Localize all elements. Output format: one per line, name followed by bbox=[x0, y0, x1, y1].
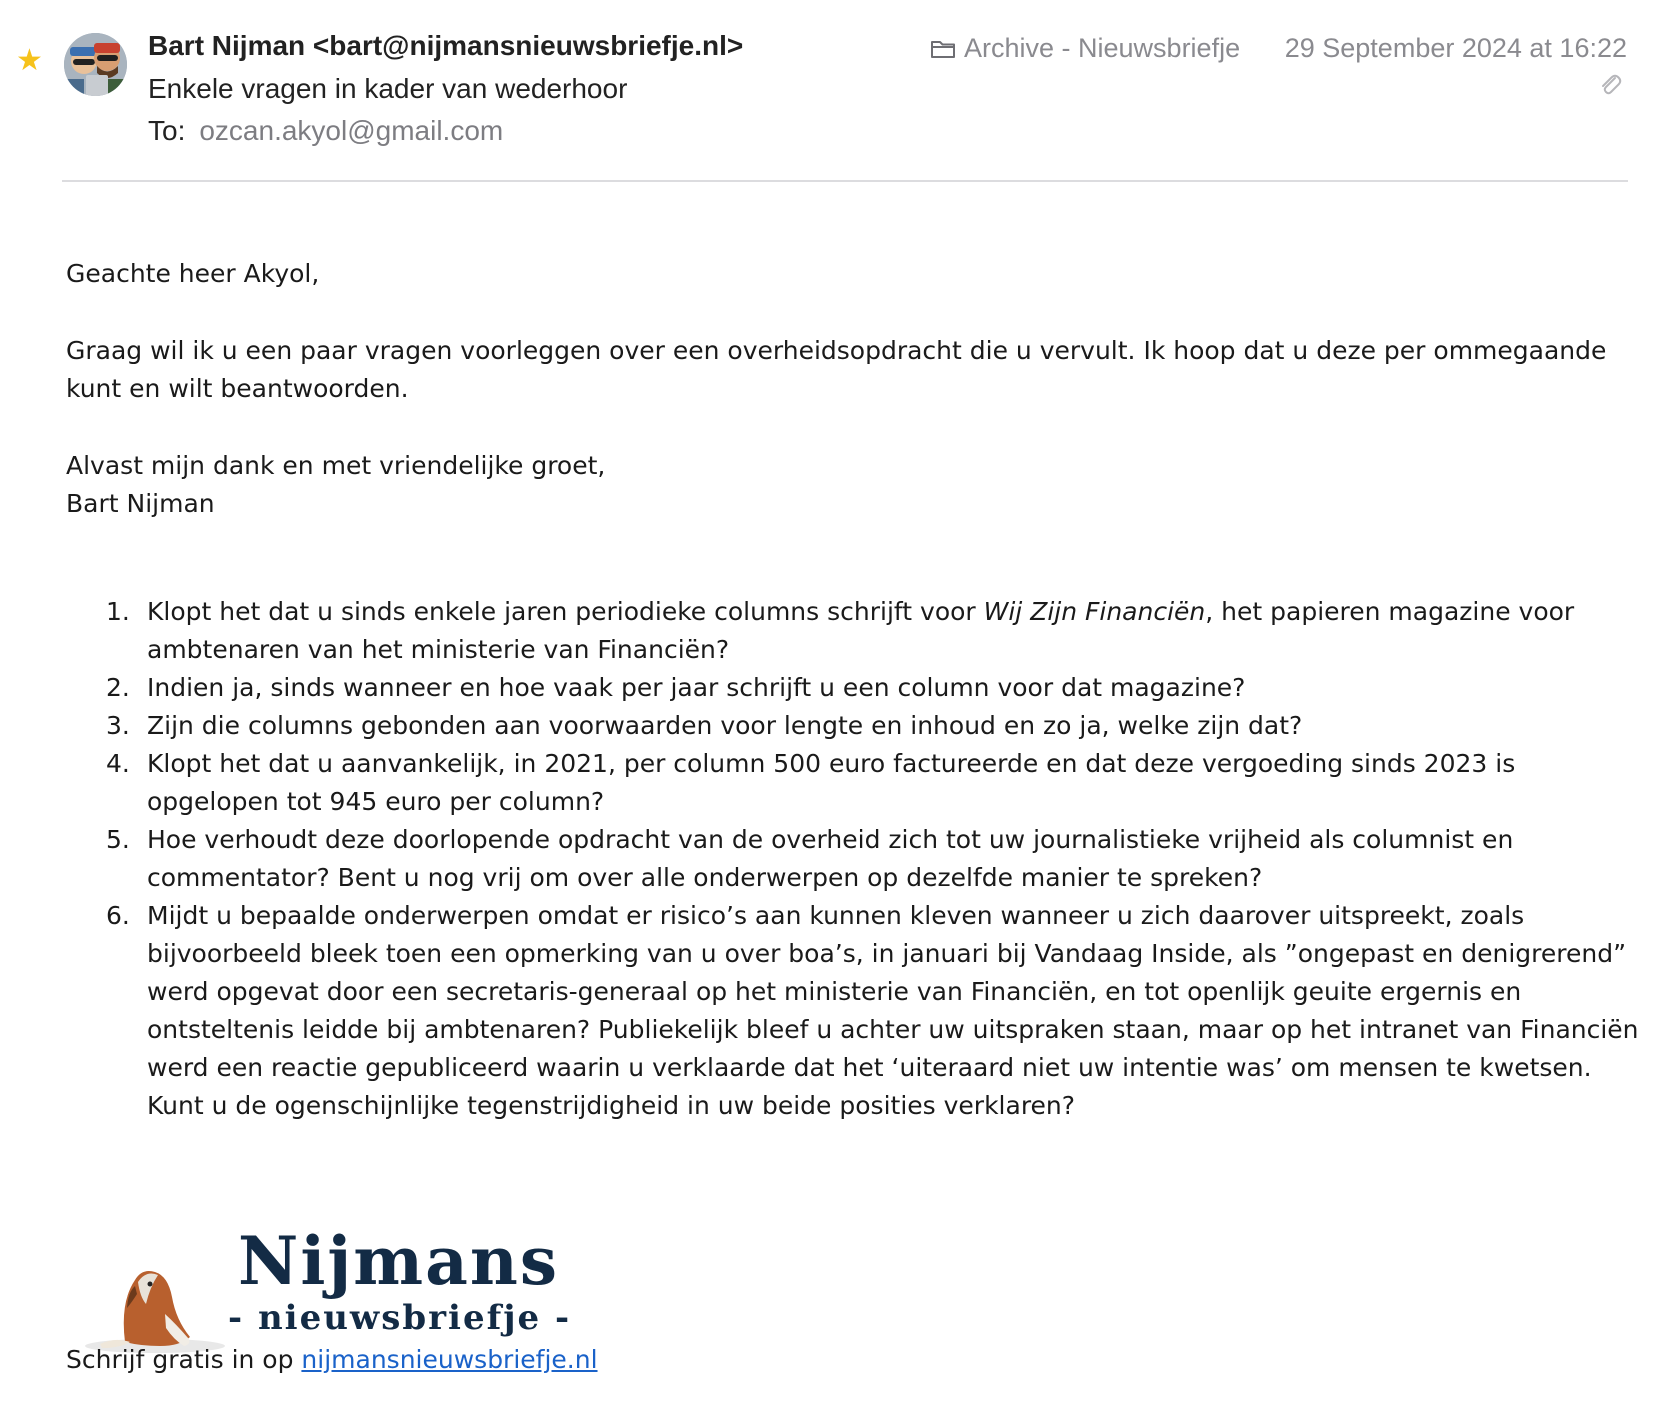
message-header bbox=[0, 0, 1672, 182]
list-item bbox=[66, 707, 1646, 745]
signer-name: Bart Nijman bbox=[66, 489, 215, 518]
logo-title: Nijmans bbox=[238, 1222, 560, 1300]
magazine-title: Wij Zijn Financiën bbox=[983, 597, 1206, 626]
question-text: Klopt het dat u aanvankelijk, in 2021, per column 500 euro factureerde en dat deze vergoeding sinds 2023 is opgelopen tot 945 euro per column? bbox=[147, 749, 1516, 816]
dog-illustration bbox=[80, 1242, 230, 1357]
header-divider bbox=[62, 180, 1628, 182]
message-date: 29 September 2024 at 16:22 bbox=[1284, 33, 1627, 63]
closing-line: Alvast mijn dank en met vriendelijke groet, bbox=[66, 451, 606, 480]
to-label: To: bbox=[148, 115, 186, 146]
folder-icon bbox=[930, 36, 956, 62]
list-number: 3. bbox=[106, 711, 130, 740]
signup-link[interactable]: nijmansnieuwsbriefje.nl bbox=[301, 1345, 598, 1374]
list-item bbox=[66, 897, 1646, 1125]
star-icon[interactable]: ★ bbox=[16, 44, 43, 77]
list-number: 1. bbox=[106, 597, 130, 626]
avatar bbox=[64, 33, 127, 96]
list-number: 6. bbox=[106, 901, 130, 930]
logo-subtitle: - nieuwsbriefje - bbox=[228, 1298, 572, 1338]
folder-name: Archive - Nieuwsbriefje bbox=[964, 33, 1241, 63]
question-text-pre: Klopt het dat u sinds enkele jaren periodieke columns schrijft voor bbox=[147, 597, 984, 626]
question-text: Hoe verhoudt deze doorlopende opdracht van de overheid zich tot uw journalistieke vrijheid als columnist en commentator? Bent u nog vrij om over alle onderwerpen op dezelfde manier te spreken? bbox=[147, 825, 1514, 892]
recipient-address[interactable]: ozcan.akyol@gmail.com bbox=[199, 115, 504, 146]
question-text: Zijn die columns gebonden aan voorwaarden voor lengte en inhoud en zo ja, welke zijn dat? bbox=[147, 711, 1303, 740]
list-item bbox=[66, 745, 1646, 821]
paperclip-icon[interactable] bbox=[1598, 72, 1622, 98]
questions-list bbox=[66, 593, 1646, 1125]
question-text: Mijdt u bepaalde onderwerpen omdat er risico’s aan kunnen kleven wanneer u zich daarover uitspreekt, zoals bijvoorbeeld bleek toen een opmerking van u over boa’s, in januari bij Vandaag Inside, als ”ongepast en denigrerend” werd opgevat door een secretaris-generaal op het ministerie van Financiën, en tot openlijk geuite ergernis en ontsteltenis leidde bij ambtenaren? Publiekelijk bleef u achter uw uitspraken staan, maar op het intranet van Financiën werd een reactie gepubliceerd waarin u verklaarde dat het ‘uiteraard niet uw intentie was’ om mensen te kwetsen. Kunt u de ogenschijnlijke tegenstrijdigheid in uw beide posities verklaren? bbox=[147, 901, 1639, 1120]
list-number: 4. bbox=[106, 749, 130, 778]
question-text: Indien ja, sinds wanneer en hoe vaak per jaar schrijft u een column voor dat magazine? bbox=[147, 673, 1246, 702]
recipient-row bbox=[148, 115, 503, 147]
list-number: 2. bbox=[106, 673, 130, 702]
list-item bbox=[66, 669, 1646, 707]
subject: Enkele vragen in kader van wederhoor bbox=[148, 73, 628, 104]
greeting: Geachte heer Akyol, bbox=[66, 259, 320, 288]
list-item bbox=[66, 593, 1646, 669]
newsletter-logo bbox=[70, 1222, 630, 1352]
avatar-image bbox=[64, 33, 127, 96]
list-item bbox=[66, 821, 1646, 897]
question-text-post: , het papieren magazine voor ambtenaren van het ministerie van Financiën? bbox=[147, 597, 1575, 664]
list-number: 5. bbox=[106, 825, 130, 854]
signup-text: Schrijf gratis in op bbox=[66, 1345, 302, 1374]
intro-paragraph: Graag wil ik u een paar vragen voorleggen over een overheidsopdracht die u vervult. Ik hoop dat u deze per ommegaande kunt en wilt beantwoorden. bbox=[66, 336, 1607, 403]
signup-line bbox=[66, 1345, 598, 1374]
sender[interactable]: Bart Nijman <bart@nijmansnieuwsbriefje.nl> bbox=[148, 30, 744, 61]
mailbox-folder[interactable] bbox=[930, 33, 1240, 64]
